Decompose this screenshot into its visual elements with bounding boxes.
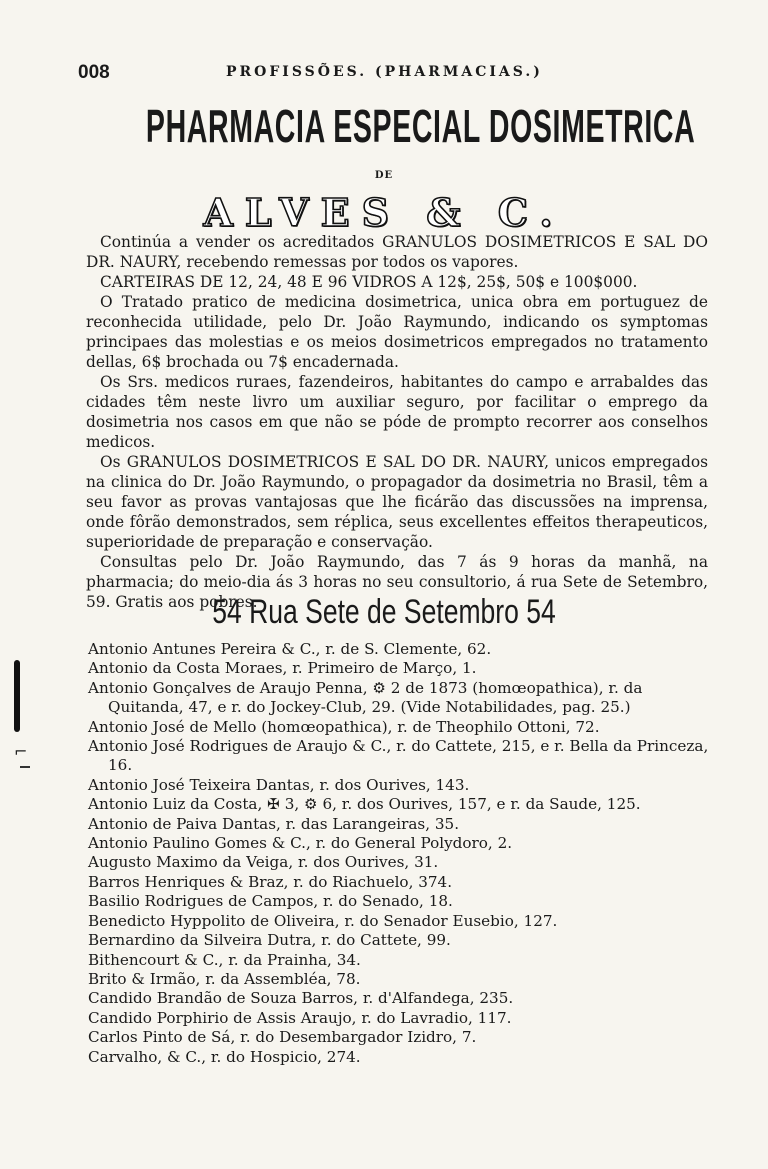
advert-title-de: DE xyxy=(374,170,394,181)
page-number: 008 xyxy=(78,62,110,83)
list-item: Barros Henriques & Braz, r. do Riachuelo, 374. xyxy=(88,872,453,891)
running-title: PROFISSÕES. (PHARMACIAS.) xyxy=(226,64,543,80)
firm-name: ALVES & C. xyxy=(203,190,565,235)
advert-paragraph: Continúa a vender os acreditados GRANULOS DOSIMETRICOS E SAL DO DR. NAURY, recebendo remessas por todos os vapores. xyxy=(86,233,708,271)
list-item: Basilio Rodrigues de Campos, r. do Senado, 18. xyxy=(88,892,453,911)
advert-prices: CARTEIRAS DE 12, 24, 48 E 96 VIDROS A 12$, 25$, 50$ e 100$000. xyxy=(100,273,638,291)
list-item: Brito & Irmão, r. da Assembléa, 78. xyxy=(88,969,361,988)
advert-paragraph: O Tratado pratico de medicina dosimetrica, unica obra em portuguez de reconhecida utilidade, pelo Dr. João Raymundo, indicando os symptomas principaes das molestias e os meios dosimetricos empregados no tratamento dellas, 6$ brochada ou 7$ encadernada. xyxy=(86,293,708,371)
list-item: Antonio de Paiva Dantas, r. das Larangeiras, 35. xyxy=(88,814,460,833)
address-banner: 54 Rua Sete de Setembro 54 xyxy=(212,593,556,631)
list-item: Augusto Maximo da Veiga, r. dos Ourives, 31. xyxy=(88,853,439,872)
list-item: Carlos Pinto de Sá, r. do Desembargador Izidro, 7. xyxy=(88,1028,477,1047)
pharmacy-list xyxy=(88,640,710,1067)
list-item: Antonio José de Mello (homœopathica), r. de Theophilo Ottoni, 72. xyxy=(88,717,600,736)
advert-body xyxy=(86,232,708,612)
list-item: Antonio Antunes Pereira & C., r. de S. Clemente, 62. xyxy=(88,640,492,658)
advert-paragraph: Os GRANULOS DOSIMETRICOS E SAL DO DR. NAURY, unicos empregados na clinica do Dr. João Raymundo, o propagador da dosimetria no Brasil, têm a seu favor as provas vantajosas que lhe ficárão das discussões na imprensa, onde fôrão demonstrados, sem réplica, seus excellentes effeitos therapeuticos, superioridade de preparação e conservação. xyxy=(86,453,708,551)
page-header xyxy=(78,62,718,88)
list-item: Candido Porphirio de Assis Araujo, r. do Lavradio, 117. xyxy=(88,1008,512,1027)
advert-paragraph: Os Srs. medicos ruraes, fazendeiros, habitantes do campo e arrabaldes das cidades têm neste livro um auxiliar seguro, por facilitar o emprego da dosimetria nos casos em que não se póde de prompto recorrer aos conselhos medicos. xyxy=(86,373,708,451)
list-item: Antonio da Costa Moraes, r. Primeiro de Março, 1. xyxy=(88,659,477,678)
list-item: Candido Brandão de Souza Barros, r. d'Alfandega, 235. xyxy=(88,989,514,1008)
margin-bracket-icon: ⌐ xyxy=(14,742,28,761)
list-item: Antonio José Teixeira Dantas, r. dos Ourives, 143. xyxy=(88,775,470,794)
list-item: Antonio Paulino Gomes & C., r. do General Polydoro, 2. xyxy=(88,834,513,853)
list-item: Antonio Luiz da Costa, ✠ 3, ⚙ 6, r. dos Ourives, 157, e r. da Saude, 125. xyxy=(88,795,641,814)
margin-mark xyxy=(14,660,20,732)
margin-dash xyxy=(20,766,30,768)
list-item: Benedicto Hyppolito de Oliveira, r. do Senador Eusebio, 127. xyxy=(88,911,558,930)
list-item: Antonio Gonçalves de Araujo Penna, ⚙ 2 de 1873 (homœopathica), r. da Quitanda, 47, e r. do Jockey-Club, 29. (Vide Notabilidades, pag. 25.) xyxy=(88,678,643,717)
advert-paragraph: Consultas pelo Dr. João Raymundo, das 7 ás 9 horas da manhã, na pharmacia; do meio-dia ás 3 horas no seu consultorio, á rua Sete de Setembro, 59. Gratis aos pobres. xyxy=(86,553,708,611)
list-item: Carvalho, & C., r. do Hospicio, 274. xyxy=(88,1047,361,1066)
list-item: Bernardino da Silveira Dutra, r. do Cattete, 99. xyxy=(88,931,451,950)
list-item: Antonio José Rodrigues de Araujo & C., r. do Cattete, 215, e r. Bella da Princeza, 16. xyxy=(88,737,709,775)
advert-title: PHARMACIA ESPECIAL DOSIMETRICA xyxy=(145,100,696,152)
list-item: Bithencourt & C., r. da Prainha, 34. xyxy=(88,950,361,969)
